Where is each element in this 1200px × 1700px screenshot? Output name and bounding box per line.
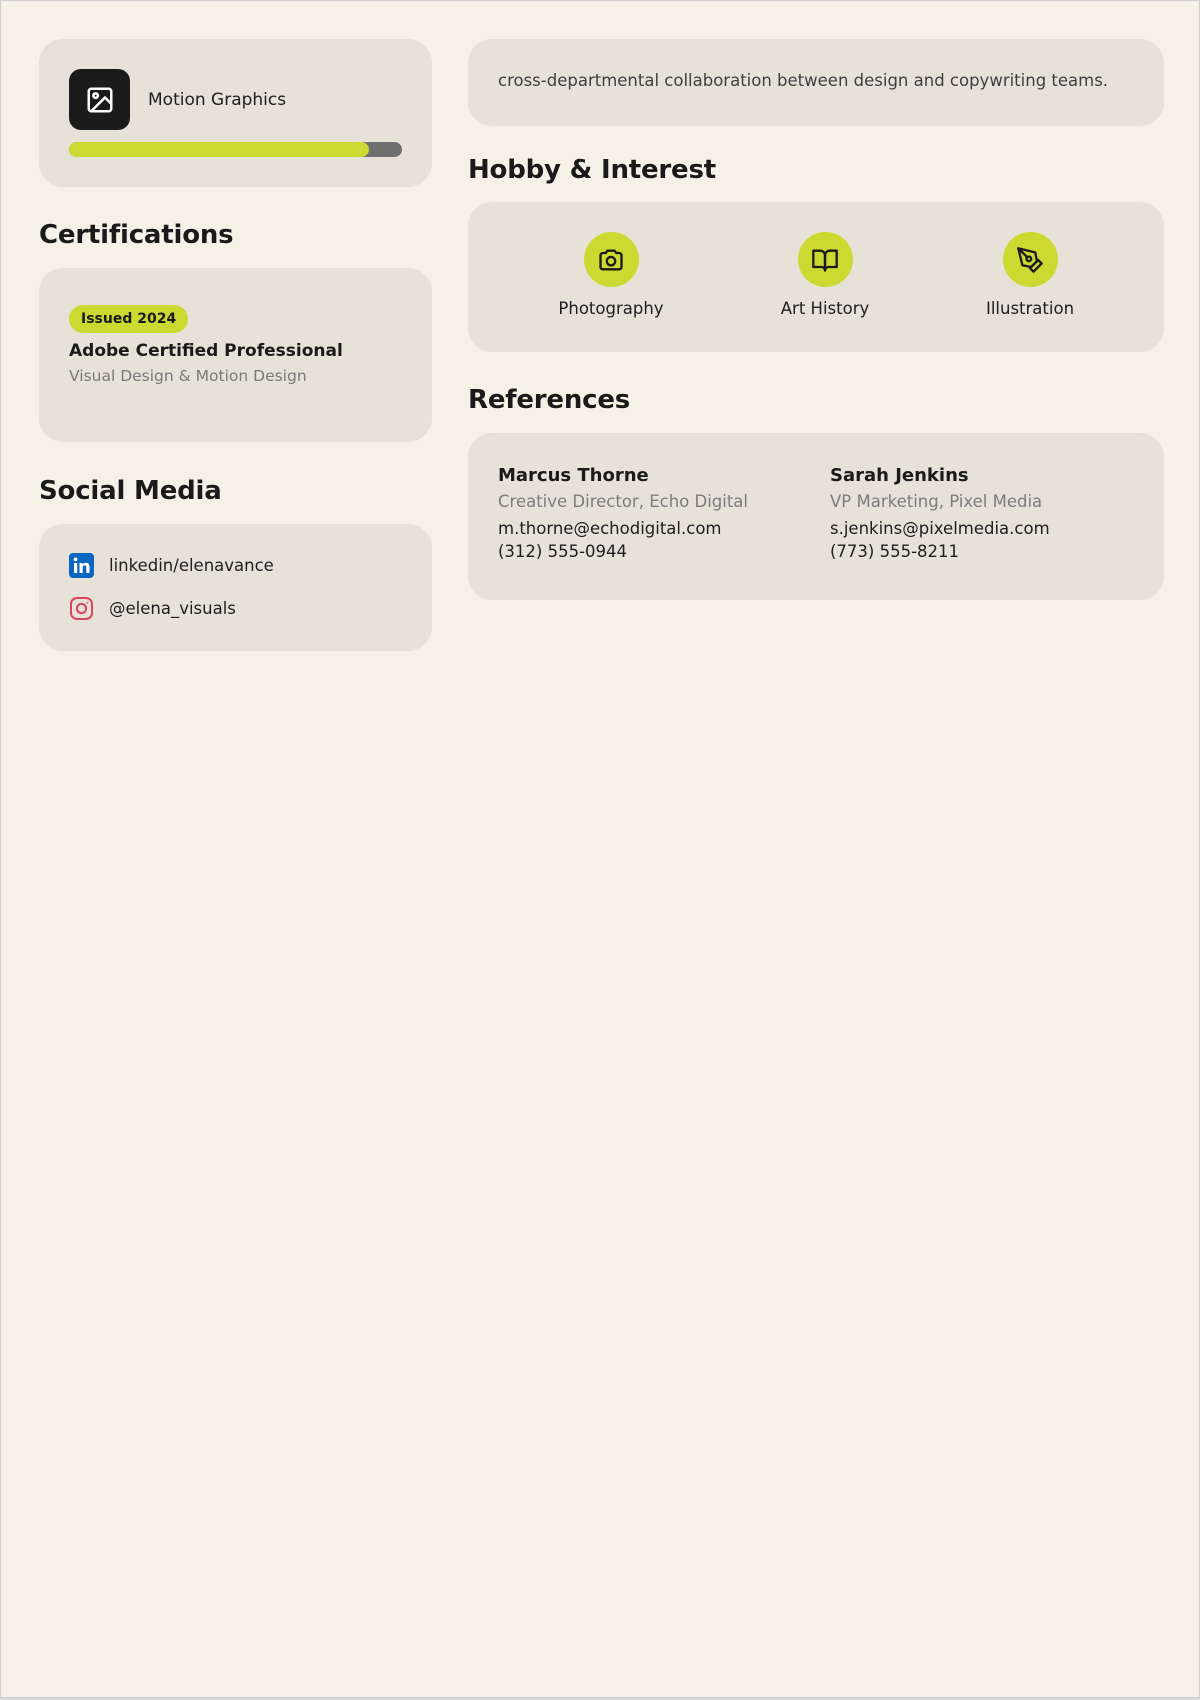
summary-text: cross-departmental collaboration between design and copywriting teams.: [498, 71, 1109, 90]
linkedin-handle: linkedin/elenavance: [109, 555, 274, 575]
skill-name: Motion Graphics: [148, 89, 287, 110]
hobby-label: Illustration: [985, 299, 1075, 318]
hobby-item-illustration: [950, 232, 1110, 318]
social-media-heading: Social Media: [39, 476, 222, 506]
skill-progress-bar: [69, 142, 402, 157]
social-media-card: [39, 524, 432, 651]
social-item-linkedin[interactable]: [69, 552, 402, 578]
camera-icon: [584, 232, 639, 287]
right-column: [468, 39, 1164, 600]
reference-role: VP Marketing, Pixel Media: [830, 492, 1043, 511]
image-icon: [69, 69, 130, 130]
hobby-item-art-history: [745, 232, 905, 318]
social-item-instagram[interactable]: [69, 595, 402, 621]
summary-card: [468, 39, 1164, 126]
hobby-label: Photography: [558, 299, 664, 318]
hobby-heading: Hobby & Interest: [468, 155, 716, 185]
reference-item: [498, 465, 748, 561]
certification-name: Adobe Certified Professional: [69, 341, 343, 361]
instagram-icon: [69, 596, 94, 621]
skill-card: [39, 39, 432, 187]
reference-item: [830, 465, 1050, 561]
book-icon: [798, 232, 853, 287]
reference-phone[interactable]: (312) 555-0944: [498, 542, 628, 561]
reference-email[interactable]: m.thorne@echodigital.com: [498, 519, 722, 538]
pen-tool-icon: [1003, 232, 1058, 287]
instagram-handle: @elena_visuals: [109, 598, 236, 618]
hobby-card: [468, 202, 1164, 352]
reference-name: Marcus Thorne: [498, 465, 649, 486]
reference-name: Sarah Jenkins: [830, 465, 969, 486]
certification-card: [39, 268, 432, 442]
certifications-heading: Certifications: [39, 220, 234, 250]
left-column: [39, 39, 432, 651]
certification-subtitle: Visual Design & Motion Design: [69, 367, 307, 385]
reference-role: Creative Director, Echo Digital: [498, 492, 748, 511]
skill-row: [69, 69, 402, 130]
reference-phone[interactable]: (773) 555-8211: [830, 542, 960, 561]
hobby-item-photography: [531, 232, 691, 318]
skill-progress-fill: [69, 142, 369, 157]
references-card: [468, 433, 1164, 600]
linkedin-icon: [69, 553, 94, 578]
reference-email[interactable]: s.jenkins@pixelmedia.com: [830, 519, 1050, 538]
hobby-label: Art History: [780, 299, 870, 318]
issued-badge: Issued 2024: [69, 305, 188, 333]
references-heading: References: [468, 385, 631, 415]
